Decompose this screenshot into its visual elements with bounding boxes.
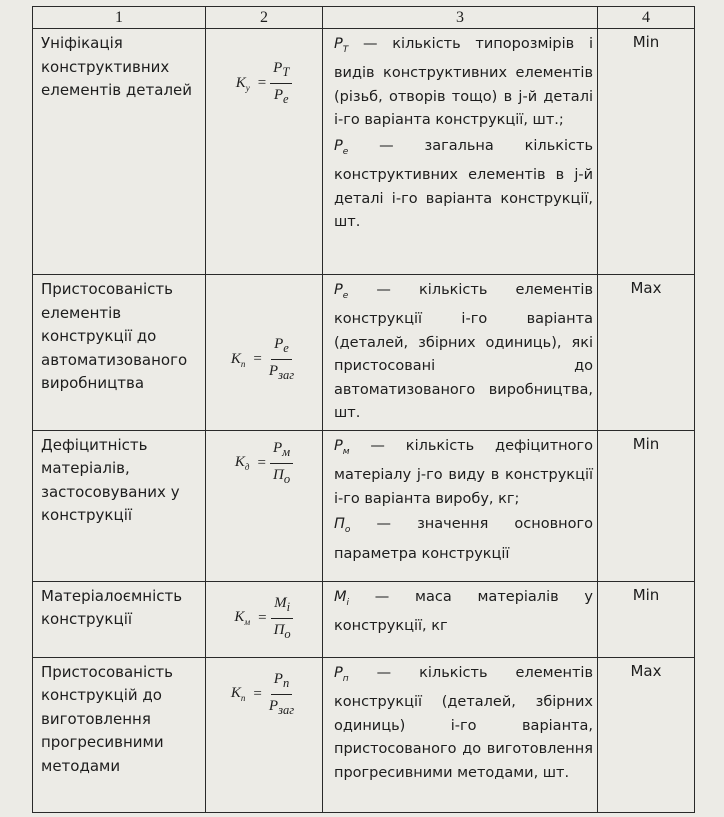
table-row xyxy=(33,657,695,812)
variable-description: $P_п$ — кількість елементів конструкції (деталей, збірних одиниць) i-го варіанта, пристосованого до виготовлення прогресивними методами, шт. xyxy=(323,657,598,812)
formula: $K_д$ = $\frac{P_м}{П_о}$ xyxy=(206,439,322,488)
formula-cell xyxy=(206,581,323,657)
fraction: $\frac{P_Т}{P_е}$ xyxy=(270,59,292,108)
header-col-2: 2 xyxy=(206,7,323,29)
fraction: $\frac{P_м}{П_о}$ xyxy=(270,439,293,488)
fraction: $\frac{M_i}{П_о}$ xyxy=(271,594,294,643)
formula: $K_п$ = $\frac{P_е}{P_{заг}}$ xyxy=(206,335,322,384)
table-row xyxy=(33,275,695,431)
optimization-criterion: Max xyxy=(598,657,695,812)
table-row xyxy=(33,29,695,275)
formula: $K_п$ = $\frac{P_п}{P_{заг}}$ xyxy=(206,670,322,719)
indicator-name: Уніфікація конструктивних елементів деталей xyxy=(33,29,206,275)
criteria-table xyxy=(32,6,695,813)
optimization-criterion: Max xyxy=(598,275,695,431)
table-row xyxy=(33,581,695,657)
formula-cell xyxy=(206,430,323,581)
indicator-name: Пристосованість конструкцій до виготовлення прогресивними методами xyxy=(33,657,206,812)
formula: $K_у$ = $\frac{P_Т}{P_е}$ xyxy=(206,59,322,108)
header-col-1: 1 xyxy=(33,7,206,29)
formula-cell xyxy=(206,657,323,812)
variable-description: $P_Т$ — кількість типорозмірів і видів конструктивних елементів (різьб, отворів тощо) в j-й деталі i-го варіанта конструкції, шт.; $P_е$ — загальна кількість конструктивних елементів в j-й деталі i-го варіанта конструкції, шт. xyxy=(323,29,598,275)
indicator-name: Пристосованість елементів конструкції до автоматизованого виробництва xyxy=(33,275,206,431)
formula: $K_м$ = $\frac{M_i}{П_о}$ xyxy=(206,594,322,643)
optimization-criterion: Min xyxy=(598,581,695,657)
indicator-name: Матеріалоємність конструкції xyxy=(33,581,206,657)
fraction: $\frac{P_е}{P_{заг}}$ xyxy=(268,336,295,382)
formula-cell xyxy=(206,29,323,275)
variable-description: $P_м$ — кількість дефіцитного матеріалу j-го виду в конструкції i-го варіанта виробу, кг; $П_о$ — значення основного параметра конструкції xyxy=(323,430,598,581)
header-col-3: 3 xyxy=(323,7,598,29)
header-col-4: 4 xyxy=(598,7,695,29)
formula-cell xyxy=(206,275,323,431)
optimization-criterion: Min xyxy=(598,29,695,275)
optimization-criterion: Min xyxy=(598,430,695,581)
fraction: $\frac{P_п}{P_{заг}}$ xyxy=(268,670,295,717)
indicator-name: Дефіцитність матеріалів, застосовуваних у конструкції xyxy=(33,430,206,581)
variable-description: $M_i$ — маса матеріалів у конструкції, кг xyxy=(323,581,598,657)
header-row xyxy=(33,7,695,29)
variable-description: $P_е$ — кількість елементів конструкції i-го варіанта (деталей, збірних одиниць), які пристосовані до автоматизованого виробництва, шт. xyxy=(323,275,598,431)
table-row xyxy=(33,430,695,581)
